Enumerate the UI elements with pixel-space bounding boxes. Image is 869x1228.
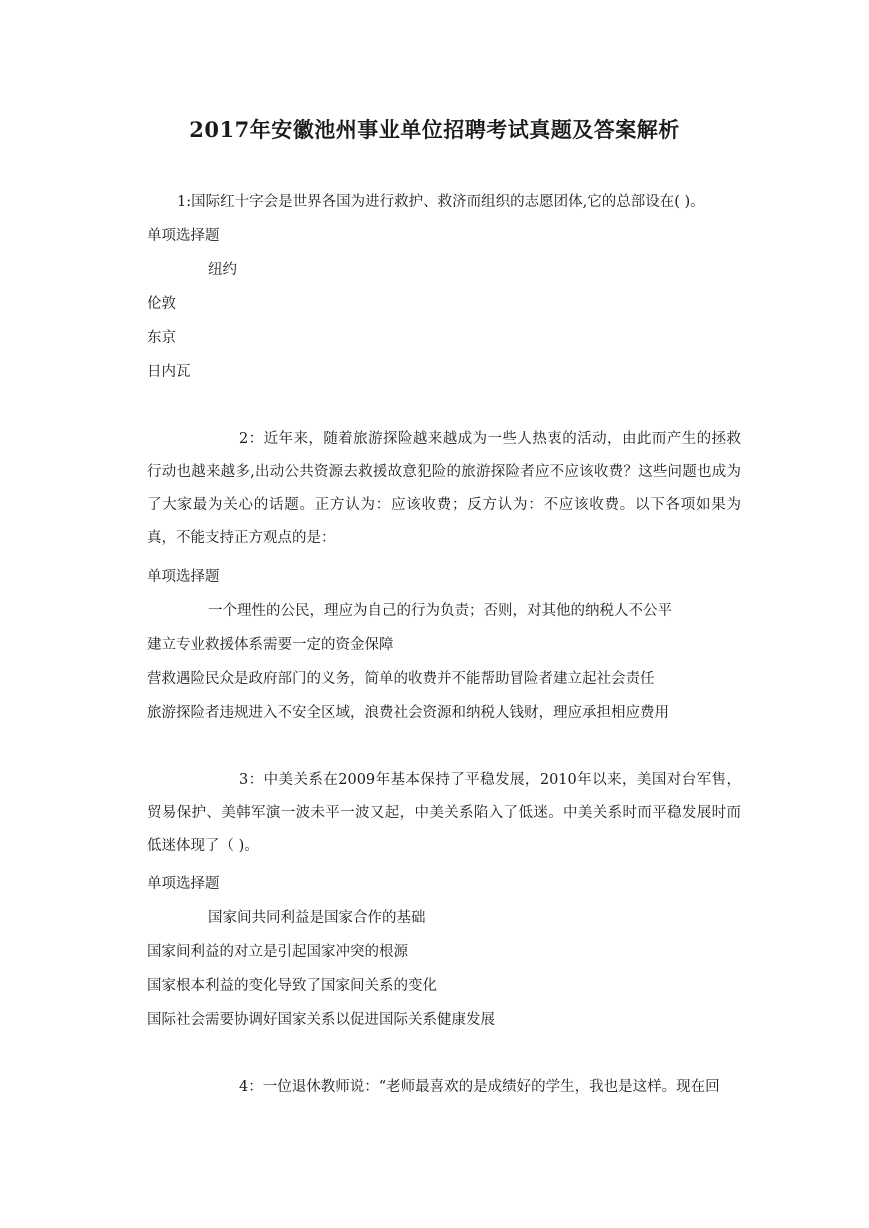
question-3-option-b: 国家间利益的对立是引起国家冲突的根源 (147, 944, 408, 960)
question-2-option-d: 旅游探险者违规进入不安全区域，浪费社会资源和纳税人钱财，理应承担相应费用 (147, 705, 669, 721)
question-1-option-a: 纽约 (208, 262, 237, 278)
question-2-option-a: 一个理性的公民，理应为自己的行为负责；否则，对其他的纳税人不公平 (208, 603, 672, 619)
question-3-option-d: 国际社会需要协调好国家关系以促进国际关系健康发展 (147, 1012, 495, 1028)
document-title: 2017年安徽池州事业单位招聘考试真题及答案解析 (189, 117, 680, 142)
question-3-option-c: 国家根本利益的变化导致了国家间关系的变化 (147, 978, 437, 994)
question-3-option-a: 国家间共同利益是国家合作的基础 (208, 910, 426, 926)
question-4-stem: 4：一位退休教师说：“老师最喜欢的是成绩好的学生，我也是这样。现在回 (239, 1079, 720, 1095)
question-2-option-b: 建立专业救援体系需要一定的资金保障 (147, 637, 394, 653)
question-2-stem: 2：近年来，随着旅游探险越来越成为一些人热衷的活动，由此而产生的拯救行动也越来越多,出动公共资源去救援故意犯险的旅游探险者应不应该收费？这些问题也成为了大家最为关心的话题。正方认为：应该收费；反方认为：不应该收费。以下各项如果为真，不能支持正方观点的是： (147, 431, 741, 546)
question-3-stem: 3：中美关系在2009年基本保持了平稳发展，2010年以来，美国对台军售，贸易保护、美韩军演一波未平一波又起，中美关系陷入了低迷。中美关系时而平稳发展时而低迷体现了（ )。 (147, 772, 741, 854)
question-2-option-c: 营救遇险民众是政府部门的义务，简单的收费并不能帮助冒险者建立起社会责任 (147, 671, 655, 687)
question-1-option-b: 伦敦 (147, 296, 176, 312)
question-2-type: 单项选择题 (147, 569, 220, 585)
question-1-option-c: 东京 (147, 330, 176, 346)
question-1-stem: 1:国际红十字会是世界各国为进行救护、救济而组织的志愿团体,它的总部设在( )。 (177, 194, 705, 210)
question-1-option-d: 日内瓦 (147, 364, 191, 380)
question-3-type: 单项选择题 (147, 876, 220, 892)
question-1-type: 单项选择题 (147, 228, 220, 244)
